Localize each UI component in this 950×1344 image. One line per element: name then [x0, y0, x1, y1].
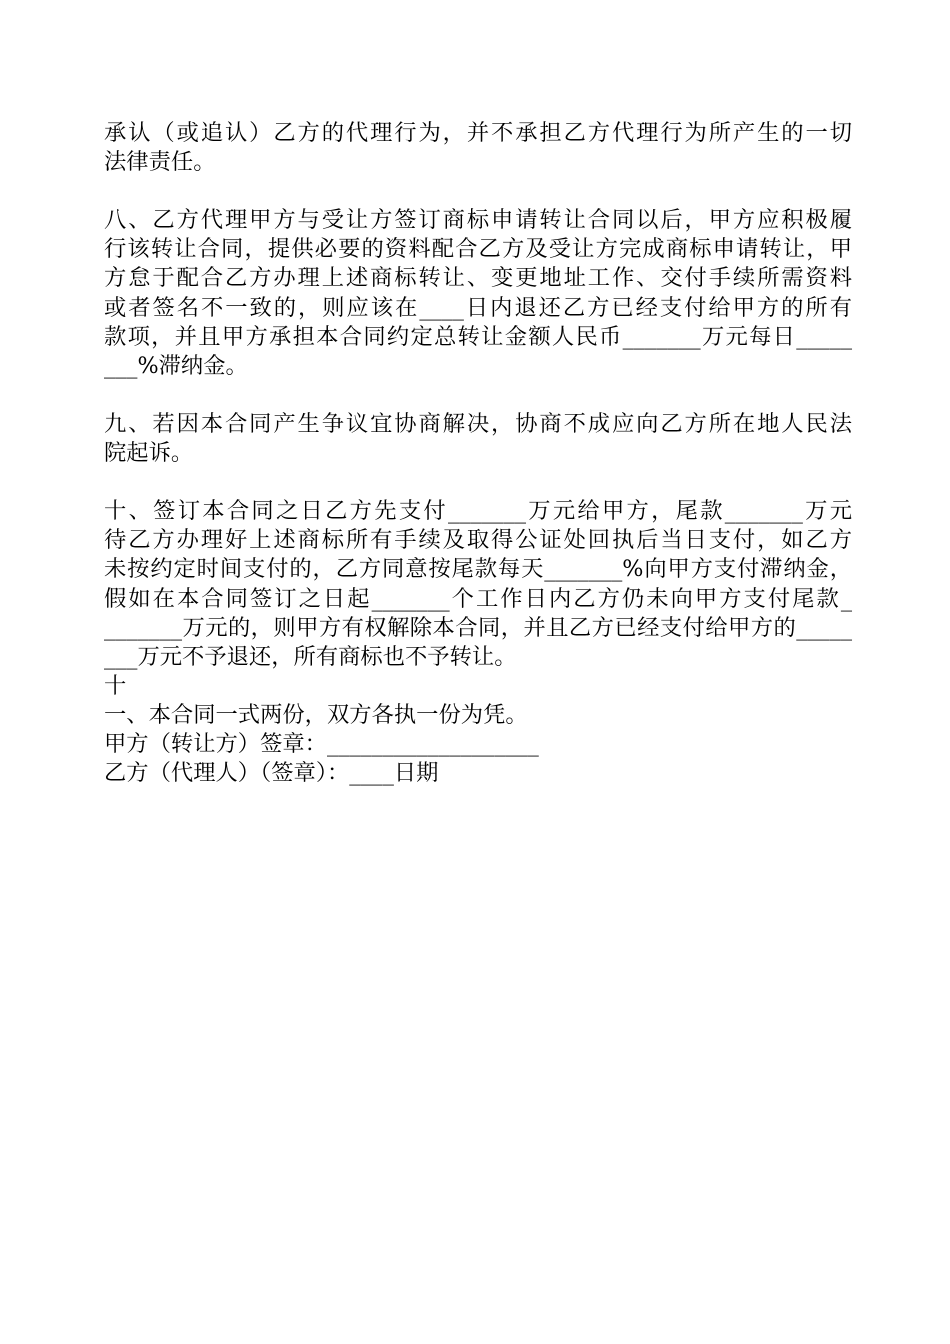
text-line: 行该转让合同，提供必要的资料配合乙方及受让方完成商标申请转让，甲: [104, 236, 852, 263]
text-line: 十、签订本合同之日乙方先支付_______万元给甲方，尾款_______万元: [104, 498, 852, 525]
text-line: 或者签名不一致的，则应该在____日内退还乙方已经支付给甲方的所有: [104, 294, 852, 321]
text-line: ___%滞纳金。: [104, 352, 248, 379]
paragraph-gap: [104, 177, 852, 206]
text-line: 待乙方办理好上述商标所有手续及取得公证处回执后当日支付，如乙方: [104, 527, 852, 554]
contract-text: [104, 119, 852, 788]
paragraph-gap: [104, 381, 852, 410]
paragraph-clause-10: [104, 497, 852, 672]
text-line: 一、本合同一式两份，双方各执一份为凭。: [104, 701, 528, 728]
text-line: 方怠于配合乙方办理上述商标转让、变更地址工作、交付手续所需资料: [104, 265, 852, 292]
signature-line-party-a: 甲方（转让方）签章：___________________: [104, 730, 539, 757]
paragraph-clause-9: [104, 410, 852, 468]
paragraph-liability: [104, 119, 852, 177]
text-line: _______万元的，则甲方有权解除本合同，并且乙方已经支付给甲方的_____: [104, 614, 852, 641]
signature-line-party-b: 乙方（代理人）（签章）：____日期: [104, 760, 439, 787]
text-line: 未按约定时间支付的，乙方同意按尾款每天_______%向甲方支付滞纳金，: [104, 556, 852, 583]
text-line: 假如在本合同签订之日起_______个工作日内乙方仍未向甲方支付尾款_: [104, 585, 852, 612]
text-line: 八、乙方代理甲方与受让方签订商标申请转让合同以后，甲方应积极履: [104, 207, 852, 234]
paragraph-clause-11-signatures: [104, 672, 852, 788]
text-line: 款项，并且甲方承担本合同约定总转让金额人民币_______万元每日_____: [104, 323, 852, 350]
paragraph-clause-8: [104, 206, 852, 381]
paragraph-gap: [104, 468, 852, 497]
text-line: ___万元不予退还，所有商标也不予转让。: [104, 643, 517, 670]
text-line: 承认（或追认）乙方的代理行为，并不承担乙方代理行为所产生的一切: [104, 120, 852, 146]
text-line: 十: [104, 672, 127, 699]
text-line: 院起诉。: [104, 440, 194, 467]
text-line: 法律责任。: [104, 149, 216, 176]
text-line: 九、若因本合同产生争议宜协商解决，协商不成应向乙方所在地人民法: [104, 410, 852, 437]
